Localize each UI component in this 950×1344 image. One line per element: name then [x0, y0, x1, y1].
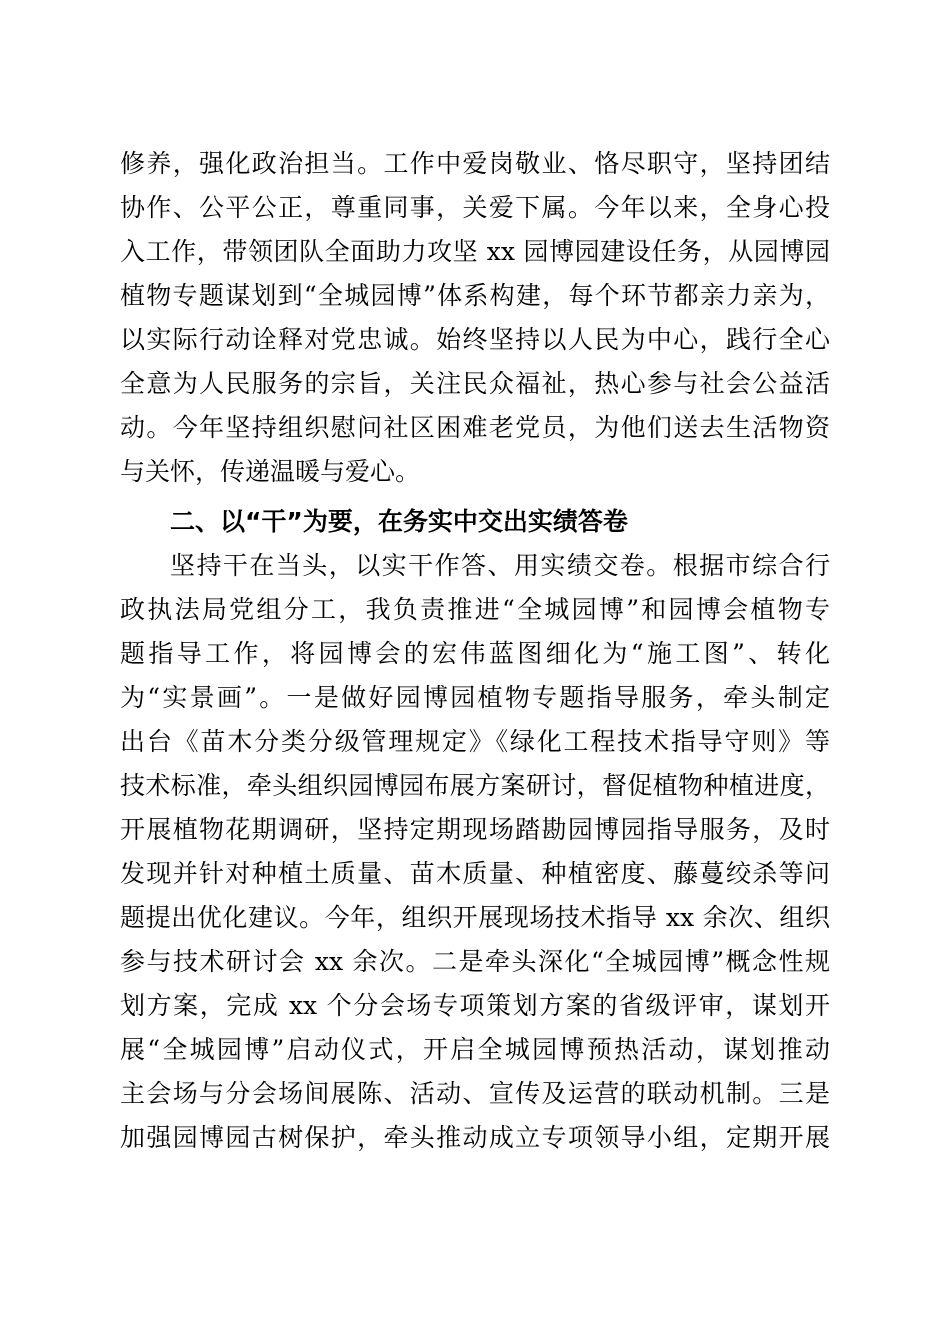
paragraph-line: 协作、公平公正，尊重同事，关爱下属。今年以来，全身心投 — [120, 193, 830, 222]
paragraph-line: 入工作，带领团队全面助力攻坚 xx 园博园建设任务，从园博园 — [120, 237, 830, 266]
paragraph-line: 植物专题谋划到“全城园博”体系构建，每个环节都亲力亲为， — [120, 281, 830, 310]
paragraph-line: 以实际行动诠释对党忠诚。始终坚持以人民为中心，践行全心 — [120, 325, 830, 354]
section-heading: 二、以“干”为要，在务实中交出实绩答卷 — [170, 507, 628, 536]
paragraph-line: 开展植物花期调研，坚持定期现场踏勘园博园指导服务，及时 — [120, 815, 830, 844]
paragraph-line: 划方案，完成 xx 个分会场专项策划方案的省级评审，谋划开 — [120, 991, 830, 1020]
paragraph-line: 修养，强化政治担当。工作中爱岗敬业、恪尽职守，坚持团结 — [120, 149, 830, 178]
paragraph-line: 政执法局党组分工，我负责推进“全城园博”和园博会植物专 — [120, 595, 830, 624]
paragraph-line: 技术标准，牵头组织园博园布展方案研讨，督促植物种植进度， — [120, 771, 830, 800]
paragraph-line: 展“全城园博”启动仪式，开启全城园博预热活动，谋划推动 — [120, 1035, 830, 1064]
section-2-heading-block — [120, 500, 830, 544]
paragraph-line: 加强园博园古树保护，牵头推动成立专项领导小组，定期开展 — [120, 1123, 830, 1152]
paragraph-line: 坚持干在当头，以实干作答、用实绩交卷。根据市综合行 — [170, 551, 830, 580]
paragraph-line: 主会场与分会场间展陈、活动、宣传及运营的联动机制。三是 — [120, 1079, 830, 1108]
paragraph-line: 为“实景画”。一是做好园博园植物专题指导服务，牵头制定 — [120, 683, 830, 712]
paragraph-line: 全意为人民服务的宗旨，关注民众福祉，热心参与社会公益活 — [120, 369, 830, 398]
paragraph-line: 题指导工作，将园博会的宏伟蓝图细化为“施工图”、转化 — [120, 639, 830, 668]
paragraph-line: 参与技术研讨会 xx 余次。二是牵头深化“全城园博”概念性规 — [120, 947, 830, 976]
paragraph-line: 与关怀，传递温暖与爱心。 — [120, 457, 421, 486]
paragraph-line: 发现并针对种植土质量、苗木质量、种植密度、藤蔓绞杀等问 — [120, 859, 830, 888]
paragraph-2 — [120, 544, 830, 1160]
paragraph-line: 出台《苗木分类分级管理规定》《绿化工程技术指导守则》等 — [120, 727, 830, 756]
paragraph-line: 动。今年坚持组织慰问社区困难老党员，为他们送去生活物资 — [120, 413, 830, 442]
paragraph-line: 题提出优化建议。今年，组织开展现场技术指导 xx 余次、组织 — [120, 903, 830, 932]
paragraph-1 — [120, 142, 830, 494]
